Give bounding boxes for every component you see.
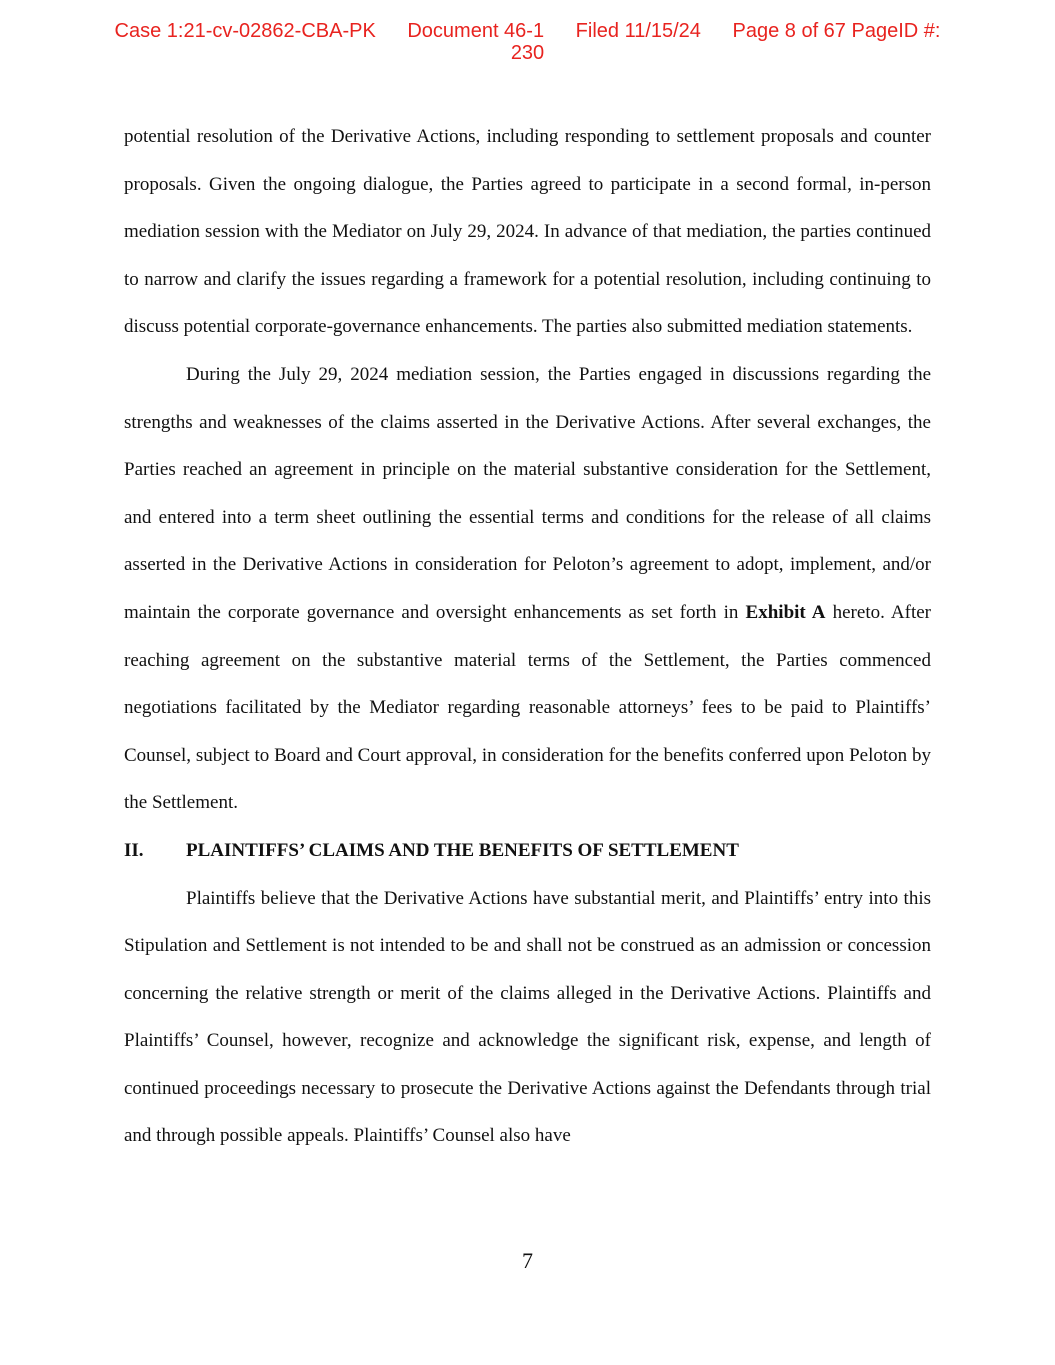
paragraph-text: During the July 29, 2024 mediation session, the Parties engaged in discussions regarding the strengths and weaknesses of the claims asserted in the Derivative Actions. After several exchanges, the Parties reached an agreement in principle on the material substantive consideration for the Settlement, and entered into a term sheet outlining the essential terms and conditions for the release of all claims asserted in the Derivative Actions in consideration for Peloton’s agreement to adopt, implement, and/or maintain the corporate governance and oversight enhancements as set forth in [124,363,931,623]
page-number: 7 [522,1248,533,1273]
section-title: PLAINTIFFS’ CLAIMS AND THE BENEFITS OF SETTLEMENT [186,839,739,861]
header-line [0,20,1055,42]
page-info: Page 8 of 67 PageID #: [732,20,941,42]
document-number: Document 46-1 [407,20,545,42]
pageid-number: 230 [510,42,545,64]
paragraph-continuation: potential resolution of the Derivative Actions, including responding to settlement proposals and counter proposals. Given the ongoing dialogue, the Parties agreed to participate in a second formal, in-person mediation session with the Mediator on July 29, 2024. In advance of that mediation, the parties continued to narrow and clarify the issues regarding a framework for a potential resolution, including continuing to discuss potential corporate-governance enhancements. The parties also submitted mediation statements. [124,126,931,338]
case-number: Case 1:21-cv-02862-CBA-PK [114,20,376,42]
filed-date: Filed 11/15/24 [575,20,701,42]
paragraph-mediation-session [124,351,931,827]
court-filing-header [0,20,1055,64]
document-body [124,113,931,1160]
section-number: II. [124,839,144,861]
exhibit-reference: Exhibit A [745,601,826,623]
section-heading [124,827,931,875]
paragraph-plaintiffs-claims: Plaintiffs believe that the Derivative Actions have substantial merit, and Plaintiffs’ entry into this Stipulation and Settlement is not intended to be and shall not be construed as an admission or concession concerning the relative strength or merit of the claims alleged in the Derivative Actions. Plaintiffs and Plaintiffs’ Counsel, however, recognize and acknowledge the significant risk, expense, and length of continued proceedings necessary to prosecute the Derivative Actions against the Defendants through trial and through possible appeals. Plaintiffs’ Counsel also have [124,887,931,1147]
paragraph-text: hereto. After reaching agreement on the substantive material terms of the Settlement, the Parties commenced negotiations facilitated by the Mediator regarding reasonable attorneys’ fees to be paid to Plaintiffs’ Counsel, subject to Board and Court approval, in consideration for the benefits conferred upon Peloton by the Settlement. [124,601,931,814]
